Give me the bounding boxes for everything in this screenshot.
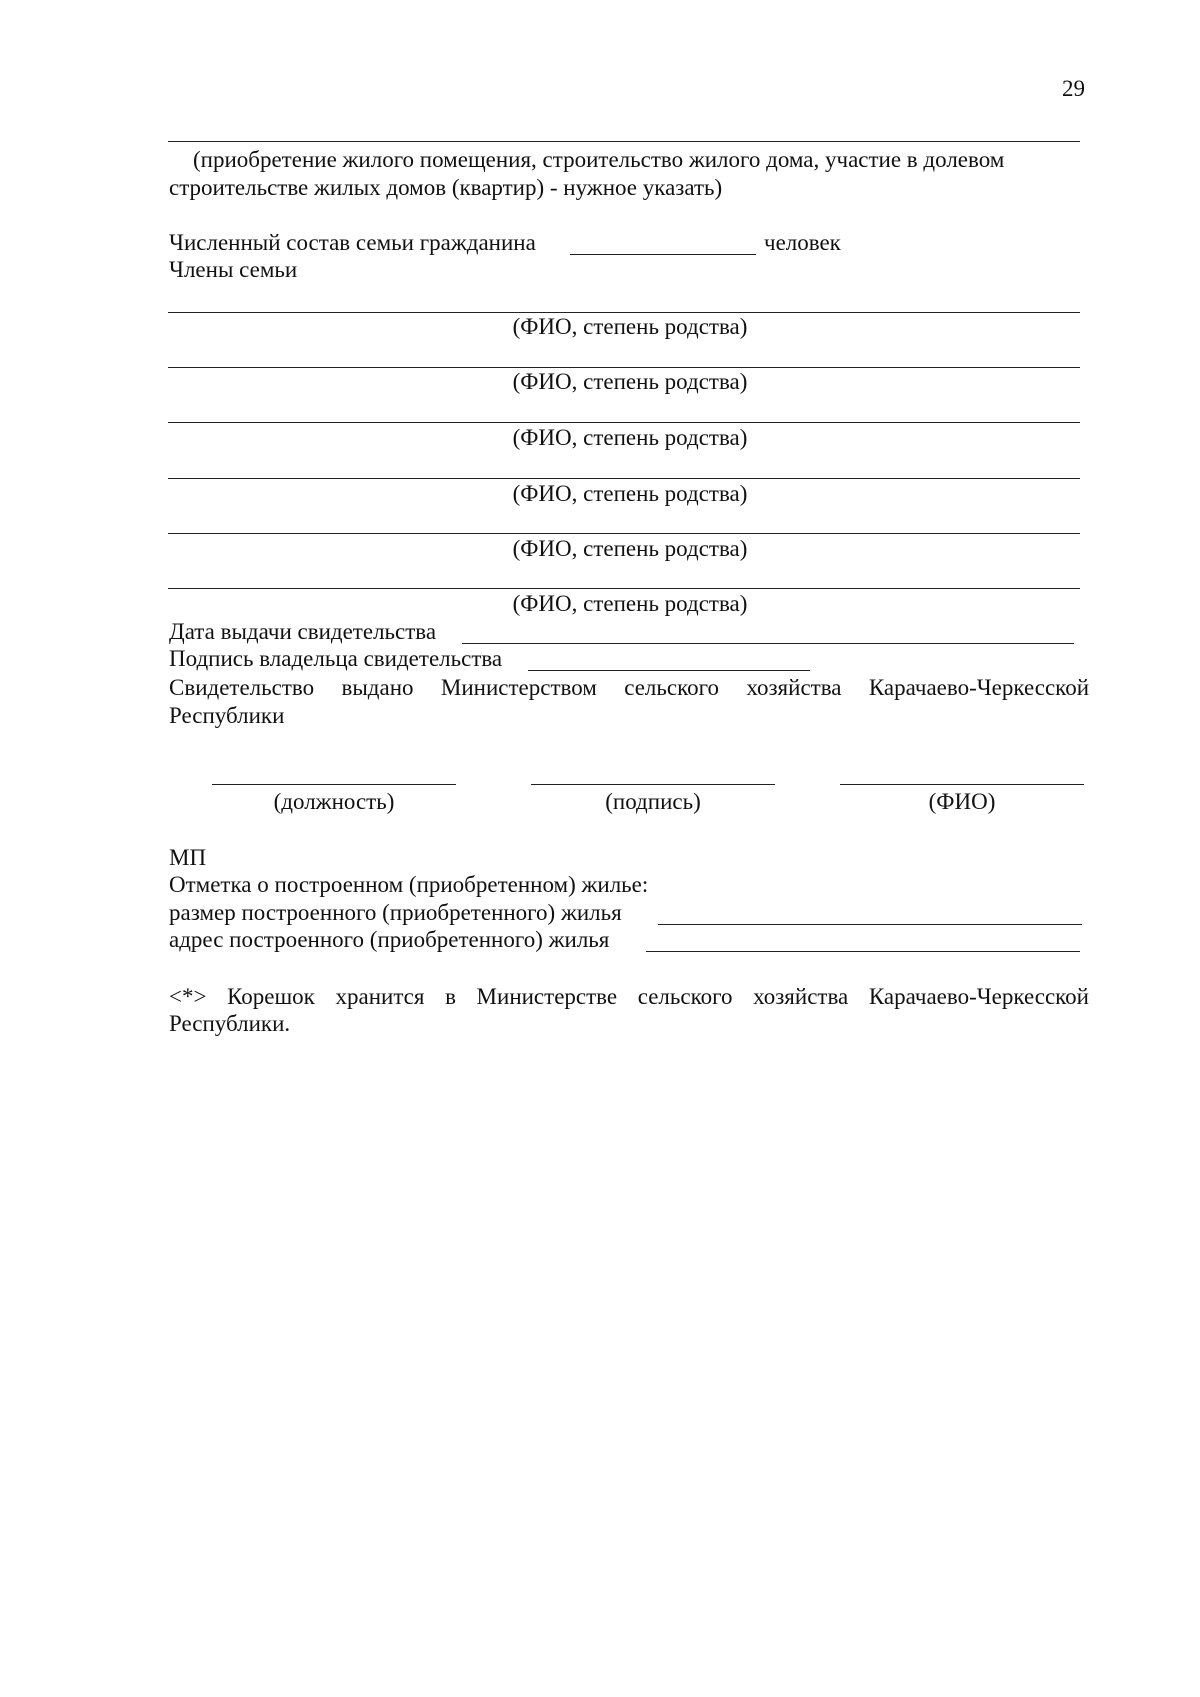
stamp-label: МП	[169, 845, 207, 870]
family-member-caption: (ФИО, степень родства)	[512, 481, 748, 506]
issued-by-line2: Республики	[169, 703, 285, 728]
family-members-label: Члены семьи	[169, 257, 298, 282]
position-blank[interactable]	[212, 784, 456, 785]
issue-date-blank[interactable]	[462, 643, 1074, 644]
issue-date-label: Дата выдачи свидетельства	[169, 619, 437, 644]
family-size-label: Численный состав семьи гражданина	[169, 230, 536, 255]
family-member-caption: (ФИО, степень родства)	[512, 369, 748, 394]
position-caption: (должность)	[273, 789, 395, 814]
issued-by-line1: Свидетельство выдано Министерством сельского хозяйства Карачаево-Черкесской	[169, 675, 1089, 700]
name-caption: (ФИО)	[928, 789, 996, 814]
family-member-caption: (ФИО, степень родства)	[512, 536, 748, 561]
family-member-line[interactable]	[168, 588, 1080, 589]
housing-title: Отметка о построенном (приобретенном) жилье:	[169, 872, 649, 897]
owner-signature-blank[interactable]	[528, 670, 810, 671]
housing-size-label: размер построенного (приобретенного) жилья	[169, 900, 622, 925]
purpose-caption-line2: строительстве жилых домов (квартир) - нужное указать)	[169, 175, 723, 200]
name-blank[interactable]	[840, 784, 1084, 785]
family-member-line[interactable]	[168, 422, 1080, 423]
signature-blank[interactable]	[531, 784, 775, 785]
purpose-caption-line1: (приобретение жилого помещения, строительство жилого дома, участие в долевом	[193, 147, 1005, 172]
family-size-unit: человек	[764, 230, 841, 255]
page-number: 29	[1062, 76, 1085, 101]
family-member-line[interactable]	[168, 312, 1080, 313]
family-member-caption: (ФИО, степень родства)	[512, 425, 748, 450]
footnote-line1: <*> Корешок хранится в Министерстве сельского хозяйства Карачаево-Черкесской	[169, 984, 1089, 1009]
family-member-caption: (ФИО, степень родства)	[512, 314, 748, 339]
family-member-line[interactable]	[168, 367, 1080, 368]
signature-caption: (подпись)	[605, 789, 701, 814]
footnote-line2: Республики.	[169, 1011, 291, 1036]
family-member-caption: (ФИО, степень родства)	[512, 591, 748, 616]
family-member-line[interactable]	[168, 478, 1080, 479]
family-size-blank[interactable]	[570, 254, 756, 255]
family-member-line[interactable]	[168, 533, 1080, 534]
housing-size-blank[interactable]	[658, 924, 1082, 925]
purpose-blank-line[interactable]	[168, 141, 1080, 142]
housing-address-label: адрес построенного (приобретенного) жилья	[169, 927, 610, 952]
housing-address-blank[interactable]	[646, 951, 1080, 952]
owner-signature-label: Подпись владельца свидетельства	[169, 646, 503, 671]
